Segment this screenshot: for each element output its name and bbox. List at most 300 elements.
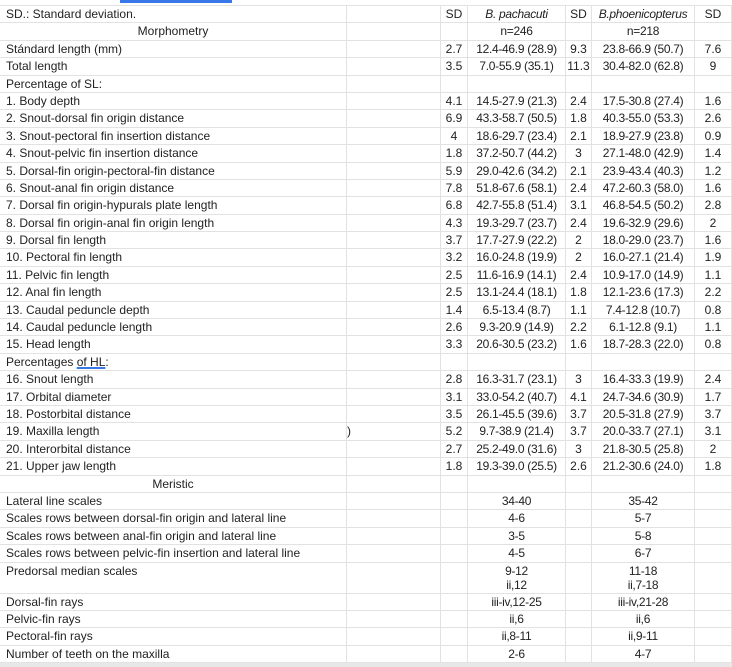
- range-pachacuti[interactable]: 13.1-24.4 (18.1): [468, 284, 566, 300]
- range-pachacuti[interactable]: 51.8-67.6 (58.1): [468, 180, 566, 196]
- measurement-label[interactable]: 1. Body depth: [0, 93, 347, 109]
- empty-cell[interactable]: [441, 528, 468, 544]
- empty-cell[interactable]: [347, 510, 441, 526]
- range-phoenicopterus[interactable]: 27.1-48.0 (42.9): [592, 145, 695, 161]
- empty-cell[interactable]: [347, 110, 441, 126]
- measurement-label[interactable]: Total length: [0, 58, 347, 74]
- sd-value-3[interactable]: 7.6: [695, 41, 732, 57]
- empty-cell[interactable]: [566, 476, 592, 492]
- measurement-label[interactable]: 16. Snout length: [0, 371, 347, 387]
- empty-cell[interactable]: [566, 510, 592, 526]
- sd-value-3[interactable]: 1.6: [695, 232, 732, 248]
- empty-cell[interactable]: [347, 646, 441, 662]
- range-pachacuti[interactable]: 11.6-16.9 (14.1): [468, 267, 566, 283]
- sd-header-3[interactable]: SD: [695, 6, 732, 22]
- table-row: [0, 389, 732, 406]
- sd-value-2[interactable]: 3: [566, 371, 592, 387]
- count-phoenicopterus[interactable]: 5-7: [592, 510, 695, 526]
- sd-value-3[interactable]: 1.9: [695, 249, 732, 265]
- meristic-label[interactable]: Pelvic-fin rays: [0, 611, 347, 627]
- range-pachacuti[interactable]: 18.6-29.7 (23.4): [468, 128, 566, 144]
- measurement-label[interactable]: 4. Snout-pelvic fin insertion distance: [0, 145, 347, 161]
- table-row: [0, 197, 732, 214]
- sd-value-3[interactable]: 2.6: [695, 110, 732, 126]
- range-pachacuti[interactable]: 20.6-30.5 (23.2): [468, 336, 566, 352]
- sd-value-1[interactable]: 6.8: [441, 197, 468, 213]
- stray-char-cell[interactable]: ): [347, 423, 441, 439]
- empty-cell[interactable]: [347, 458, 441, 474]
- overprinted-value-text: ii,12: [506, 577, 527, 592]
- measurement-label[interactable]: 12. Anal fin length: [0, 284, 347, 300]
- range-phoenicopterus[interactable]: 23.8-66.9 (50.7): [592, 41, 695, 57]
- sd-value-2[interactable]: 2: [566, 232, 592, 248]
- empty-cell[interactable]: [441, 594, 468, 610]
- sd-value-2[interactable]: 3.7: [566, 406, 592, 422]
- sd-value-3[interactable]: 1.1: [695, 319, 732, 335]
- sd-value-3[interactable]: 9: [695, 58, 732, 74]
- sd-value-2[interactable]: 2.4: [566, 267, 592, 283]
- empty-cell[interactable]: [347, 545, 441, 561]
- sd-header-1[interactable]: SD: [441, 6, 468, 22]
- sd-value-3[interactable]: 1.1: [695, 267, 732, 283]
- sheet-bottom-border: [0, 663, 732, 667]
- empty-cell[interactable]: [347, 628, 441, 644]
- spellcheck-underlined-text: of HL: [76, 354, 106, 369]
- sd-value-1[interactable]: 4: [441, 128, 468, 144]
- meristic-label[interactable]: Number of teeth on the maxilla: [0, 646, 347, 662]
- sd-value-1[interactable]: 6.9: [441, 110, 468, 126]
- range-phoenicopterus[interactable]: 30.4-82.0 (62.8): [592, 58, 695, 74]
- two-value-text: [592, 563, 694, 592]
- sd-value-1[interactable]: 1.4: [441, 302, 468, 318]
- table-row: [0, 458, 732, 475]
- count-phoenicopterus[interactable]: ii,6: [592, 611, 695, 627]
- range-pachacuti[interactable]: 42.7-55.8 (51.4): [468, 197, 566, 213]
- sd-value-2[interactable]: 2.2: [566, 319, 592, 335]
- range-phoenicopterus[interactable]: 18.9-27.9 (23.8): [592, 128, 695, 144]
- empty-cell[interactable]: [441, 476, 468, 492]
- count-pachacuti[interactable]: [468, 563, 566, 593]
- empty-cell[interactable]: [441, 510, 468, 526]
- count-pachacuti[interactable]: iii-iv,12-25: [468, 594, 566, 610]
- empty-cell[interactable]: [347, 197, 441, 213]
- sd-value-1[interactable]: 4.1: [441, 93, 468, 109]
- sd-value-3[interactable]: 1.4: [695, 145, 732, 161]
- sd-value-3[interactable]: 2.4: [695, 371, 732, 387]
- count-phoenicopterus[interactable]: ii,9-11: [592, 628, 695, 644]
- count-phoenicopterus[interactable]: iii-iv,21-28: [592, 594, 695, 610]
- empty-cell[interactable]: [695, 493, 732, 509]
- sd-value-3[interactable]: 0.9: [695, 128, 732, 144]
- measurement-label[interactable]: 6. Snout-anal fin origin distance: [0, 180, 347, 196]
- empty-cell[interactable]: [347, 594, 441, 610]
- empty-cell[interactable]: [347, 249, 441, 265]
- table-row: [0, 128, 732, 145]
- species-header-phoenicopterus[interactable]: B.phoenicopterus: [592, 6, 695, 22]
- range-pachacuti[interactable]: 29.0-42.6 (34.2): [468, 163, 566, 179]
- measurement-label[interactable]: 15. Head length: [0, 336, 347, 352]
- measurement-label[interactable]: [0, 354, 347, 370]
- table-row: [0, 267, 732, 284]
- cell-selection-highlight[interactable]: [120, 0, 232, 3]
- table-row: [0, 371, 732, 388]
- empty-cell[interactable]: [347, 371, 441, 387]
- table-row: [0, 510, 732, 527]
- empty-cell[interactable]: [441, 493, 468, 509]
- table-row: [0, 302, 732, 319]
- range-phoenicopterus[interactable]: 46.8-54.5 (50.2): [592, 197, 695, 213]
- measurement-label[interactable]: 21. Upper jaw length: [0, 458, 347, 474]
- measurement-label[interactable]: 5. Dorsal-fin origin-pectoral-fin distance: [0, 163, 347, 179]
- empty-cell[interactable]: [592, 476, 695, 492]
- empty-cell[interactable]: [566, 563, 592, 593]
- measurement-label[interactable]: Percentage of SL:: [0, 76, 347, 92]
- meristic-title-row: [0, 476, 732, 493]
- sd-value-2[interactable]: 1.8: [566, 284, 592, 300]
- sd-value-2[interactable]: 2: [566, 249, 592, 265]
- sd-value-2[interactable]: 2.4: [566, 180, 592, 196]
- table-row: [0, 163, 732, 180]
- measurement-label[interactable]: 20. Interorbital distance: [0, 441, 347, 457]
- sd-value-2[interactable]: 2.1: [566, 128, 592, 144]
- meristic-label[interactable]: Predorsal median scales: [0, 563, 347, 593]
- table-row: [0, 594, 732, 611]
- sd-value-3[interactable]: 3.7: [695, 406, 732, 422]
- empty-cell[interactable]: [347, 441, 441, 457]
- range-phoenicopterus[interactable]: 47.2-60.3 (58.0): [592, 180, 695, 196]
- count-pachacuti[interactable]: ii,8-11: [468, 628, 566, 644]
- sd-value-3[interactable]: 1.2: [695, 163, 732, 179]
- sample-size-pachacuti[interactable]: n=246: [468, 23, 566, 39]
- table-row: [0, 423, 732, 440]
- sd-value-2[interactable]: [566, 76, 592, 92]
- empty-cell[interactable]: [347, 93, 441, 109]
- range-phoenicopterus[interactable]: 40.3-55.0 (53.3): [592, 110, 695, 126]
- range-phoenicopterus[interactable]: 17.5-30.8 (27.4): [592, 93, 695, 109]
- empty-cell[interactable]: [566, 594, 592, 610]
- table-row: [0, 145, 732, 162]
- count-pachacuti[interactable]: 34-40: [468, 493, 566, 509]
- count-phoenicopterus[interactable]: [592, 563, 695, 593]
- sd-value-1[interactable]: 2.6: [441, 319, 468, 335]
- empty-cell[interactable]: [347, 611, 441, 627]
- header-row: [0, 6, 732, 23]
- overprinted-value-text: ii,7-18: [627, 577, 659, 592]
- range-pachacuti[interactable]: 19.3-39.0 (25.5): [468, 458, 566, 474]
- range-pachacuti[interactable]: 16.0-24.8 (19.9): [468, 249, 566, 265]
- empty-cell[interactable]: [566, 646, 592, 662]
- empty-cell[interactable]: [695, 611, 732, 627]
- count-phoenicopterus[interactable]: 4-7: [592, 646, 695, 662]
- range-phoenicopterus[interactable]: 20.5-31.8 (27.9): [592, 406, 695, 422]
- measurement-label[interactable]: 8. Dorsal fin origin-anal fin origin length: [0, 215, 347, 231]
- table-row: [0, 628, 732, 645]
- range-pachacuti[interactable]: 26.1-45.5 (39.6): [468, 406, 566, 422]
- sd-value-2[interactable]: 11.3: [566, 58, 592, 74]
- sd-value-3[interactable]: 0.8: [695, 336, 732, 352]
- empty-cell[interactable]: [347, 284, 441, 300]
- empty-cell[interactable]: [695, 563, 732, 593]
- value-text: 11-18: [628, 563, 658, 578]
- sd-value-2[interactable]: 9.3: [566, 41, 592, 57]
- table-row: [0, 406, 732, 423]
- empty-cell[interactable]: [347, 76, 441, 92]
- sd-value-3[interactable]: 1.6: [695, 180, 732, 196]
- sd-value-1[interactable]: 3.1: [441, 389, 468, 405]
- count-pachacuti[interactable]: 4-5: [468, 545, 566, 561]
- table-row: [0, 284, 732, 301]
- range-phoenicopterus[interactable]: 18.0-29.0 (23.7): [592, 232, 695, 248]
- range-pachacuti[interactable]: 9.3-20.9 (14.9): [468, 319, 566, 335]
- count-phoenicopterus[interactable]: 35-42: [592, 493, 695, 509]
- empty-cell[interactable]: [695, 628, 732, 644]
- sd-value-3[interactable]: 2: [695, 441, 732, 457]
- range-phoenicopterus[interactable]: 21.2-30.6 (24.0): [592, 458, 695, 474]
- empty-cell[interactable]: [441, 611, 468, 627]
- sd-value-3[interactable]: 2: [695, 215, 732, 231]
- range-pachacuti[interactable]: 9.7-38.9 (21.4): [468, 423, 566, 439]
- empty-cell[interactable]: [695, 476, 732, 492]
- sd-value-1[interactable]: 4.3: [441, 215, 468, 231]
- value-text: 9-12: [505, 563, 528, 578]
- morphometry-row: [0, 23, 732, 40]
- sd-value-2[interactable]: 3: [566, 441, 592, 457]
- range-phoenicopterus[interactable]: 21.8-30.5 (25.8): [592, 441, 695, 457]
- empty-cell[interactable]: [695, 646, 732, 662]
- measurement-label[interactable]: 3. Snout-pectoral fin insertion distance: [0, 128, 347, 144]
- empty-cell[interactable]: [695, 528, 732, 544]
- range-phoenicopterus[interactable]: 12.1-23.6 (17.3): [592, 284, 695, 300]
- table-row: [0, 180, 732, 197]
- empty-cell[interactable]: [347, 23, 441, 39]
- sd-value-1[interactable]: 7.8: [441, 180, 468, 196]
- sd-value-2[interactable]: 1.8: [566, 110, 592, 126]
- measurement-label[interactable]: 9. Dorsal fin length: [0, 232, 347, 248]
- range-phoenicopterus[interactable]: 18.7-28.3 (22.0): [592, 336, 695, 352]
- measurement-label[interactable]: 10. Pectoral fin length: [0, 249, 347, 265]
- range-phoenicopterus[interactable]: [592, 354, 695, 370]
- sd-value-2[interactable]: 3: [566, 145, 592, 161]
- range-pachacuti[interactable]: 25.2-49.0 (31.6): [468, 441, 566, 457]
- count-phoenicopterus[interactable]: 6-7: [592, 545, 695, 561]
- sd-value-2[interactable]: 2.4: [566, 93, 592, 109]
- sd-value-2[interactable]: 2.4: [566, 215, 592, 231]
- empty-cell[interactable]: [347, 41, 441, 57]
- empty-cell[interactable]: [441, 628, 468, 644]
- sd-value-1[interactable]: 3.5: [441, 58, 468, 74]
- sd-value-2[interactable]: 2.1: [566, 163, 592, 179]
- measurement-label[interactable]: 14. Caudal peduncle length: [0, 319, 347, 335]
- sd-value-3[interactable]: 0.8: [695, 302, 732, 318]
- empty-cell[interactable]: [566, 628, 592, 644]
- empty-cell[interactable]: [695, 545, 732, 561]
- table-row: [0, 528, 732, 545]
- count-phoenicopterus[interactable]: 5-8: [592, 528, 695, 544]
- sd-value-2[interactable]: 2.6: [566, 458, 592, 474]
- empty-cell[interactable]: [347, 180, 441, 196]
- empty-cell[interactable]: [347, 128, 441, 144]
- empty-cell[interactable]: [695, 23, 732, 39]
- sd-value-1[interactable]: 1.8: [441, 145, 468, 161]
- sd-header-2[interactable]: SD: [566, 6, 592, 22]
- empty-cell[interactable]: [441, 23, 468, 39]
- empty-cell[interactable]: [441, 646, 468, 662]
- range-pachacuti[interactable]: 37.2-50.7 (44.2): [468, 145, 566, 161]
- sd-value-1[interactable]: [441, 76, 468, 92]
- empty-cell[interactable]: [347, 389, 441, 405]
- range-pachacuti[interactable]: 19.3-29.7 (23.7): [468, 215, 566, 231]
- range-pachacuti[interactable]: 33.0-54.2 (40.7): [468, 389, 566, 405]
- count-pachacuti[interactable]: ii,6: [468, 611, 566, 627]
- meristic-label[interactable]: Dorsal-fin rays: [0, 594, 347, 610]
- empty-cell[interactable]: [468, 476, 566, 492]
- range-pachacuti[interactable]: 6.5-13.4 (8.7): [468, 302, 566, 318]
- table-row: [0, 232, 732, 249]
- range-phoenicopterus[interactable]: 16.4-33.3 (19.9): [592, 371, 695, 387]
- table-row: [0, 58, 732, 75]
- empty-cell[interactable]: [441, 545, 468, 561]
- range-phoenicopterus[interactable]: 16.0-27.1 (21.4): [592, 249, 695, 265]
- table-row: [0, 249, 732, 266]
- table-row: [0, 441, 732, 458]
- sd-value-1[interactable]: 3.7: [441, 232, 468, 248]
- measurement-label[interactable]: 11. Pelvic fin length: [0, 267, 347, 283]
- meristic-label[interactable]: Lateral line scales: [0, 493, 347, 509]
- empty-cell[interactable]: [347, 528, 441, 544]
- table-row: [0, 76, 732, 93]
- empty-cell[interactable]: [347, 336, 441, 352]
- note-cell[interactable]: SD.: Standard deviation.: [0, 6, 347, 22]
- sd-value-1[interactable]: 2.5: [441, 267, 468, 283]
- empty-cell[interactable]: [347, 145, 441, 161]
- range-pachacuti[interactable]: [468, 76, 566, 92]
- empty-cell[interactable]: [347, 354, 441, 370]
- measurement-label[interactable]: 2. Snout-dorsal fin origin distance: [0, 110, 347, 126]
- sd-value-2[interactable]: 4.1: [566, 389, 592, 405]
- range-pachacuti[interactable]: 12.4-46.9 (28.9): [468, 41, 566, 57]
- sd-value-2[interactable]: 3.1: [566, 197, 592, 213]
- empty-cell[interactable]: [347, 163, 441, 179]
- range-pachacuti[interactable]: 7.0-55.9 (35.1): [468, 58, 566, 74]
- sd-value-3[interactable]: 2.8: [695, 197, 732, 213]
- empty-cell[interactable]: [347, 319, 441, 335]
- range-phoenicopterus[interactable]: 10.9-17.0 (14.9): [592, 267, 695, 283]
- range-pachacuti[interactable]: [468, 354, 566, 370]
- range-phoenicopterus[interactable]: 23.9-43.4 (40.3): [592, 163, 695, 179]
- range-phoenicopterus[interactable]: 7.4-12.8 (10.7): [592, 302, 695, 318]
- measurement-label[interactable]: Stándard length (mm): [0, 41, 347, 57]
- sd-value-3[interactable]: 3.1: [695, 423, 732, 439]
- empty-cell[interactable]: [347, 58, 441, 74]
- label-text: Percentages: [6, 354, 77, 369]
- empty-cell[interactable]: [347, 563, 441, 593]
- sd-value-1[interactable]: 3.3: [441, 336, 468, 352]
- empty-cell[interactable]: [441, 563, 468, 593]
- sd-value-1[interactable]: 3.2: [441, 249, 468, 265]
- sd-value-1[interactable]: 1.8: [441, 458, 468, 474]
- empty-cell[interactable]: [566, 528, 592, 544]
- sd-value-1[interactable]: [441, 354, 468, 370]
- range-phoenicopterus[interactable]: 24.7-34.6 (30.9): [592, 389, 695, 405]
- empty-cell[interactable]: [347, 302, 441, 318]
- empty-cell[interactable]: [566, 23, 592, 39]
- range-pachacuti[interactable]: 43.3-58.7 (50.5): [468, 110, 566, 126]
- measurement-label[interactable]: 19. Maxilla length: [0, 423, 347, 439]
- sd-value-3[interactable]: 1.7: [695, 389, 732, 405]
- sd-value-1[interactable]: 5.9: [441, 163, 468, 179]
- section-title-meristic[interactable]: Meristic: [0, 476, 347, 492]
- empty-cell[interactable]: [347, 406, 441, 422]
- meristic-label[interactable]: Scales rows between dorsal-fin origin and lateral line: [0, 510, 347, 526]
- empty-cell[interactable]: [695, 594, 732, 610]
- sd-value-1[interactable]: 2.7: [441, 441, 468, 457]
- range-pachacuti[interactable]: 16.3-31.7 (23.1): [468, 371, 566, 387]
- measurement-label[interactable]: 17. Orbital diameter: [0, 389, 347, 405]
- empty-cell[interactable]: [347, 215, 441, 231]
- table-row: [0, 493, 732, 510]
- sd-value-3[interactable]: 1.8: [695, 458, 732, 474]
- empty-cell[interactable]: [347, 476, 441, 492]
- sd-value-2[interactable]: 1.6: [566, 336, 592, 352]
- sd-value-3[interactable]: 1.6: [695, 93, 732, 109]
- table-row: [0, 110, 732, 127]
- empty-cell[interactable]: [347, 493, 441, 509]
- sd-value-1[interactable]: 2.5: [441, 284, 468, 300]
- range-phoenicopterus[interactable]: 6.1-12.8 (9.1): [592, 319, 695, 335]
- sd-value-2[interactable]: [566, 354, 592, 370]
- measurement-label[interactable]: 7. Dorsal fin origin-hypurals plate length: [0, 197, 347, 213]
- count-pachacuti[interactable]: 2-6: [468, 646, 566, 662]
- sd-value-2[interactable]: 1.1: [566, 302, 592, 318]
- empty-cell[interactable]: [566, 611, 592, 627]
- species-header-pachacuti[interactable]: B. pachacuti: [468, 6, 566, 22]
- measurement-label[interactable]: 13. Caudal peduncle depth: [0, 302, 347, 318]
- range-phoenicopterus[interactable]: [592, 76, 695, 92]
- table-row: [0, 93, 732, 110]
- range-pachacuti[interactable]: 17.7-27.9 (22.2): [468, 232, 566, 248]
- section-title-morphometry[interactable]: Morphometry: [0, 23, 347, 39]
- sd-value-1[interactable]: 2.8: [441, 371, 468, 387]
- meristic-label[interactable]: Scales rows between pelvic-fin insertion and lateral line: [0, 545, 347, 561]
- sd-value-3[interactable]: [695, 76, 732, 92]
- table-row: [0, 611, 732, 628]
- range-phoenicopterus[interactable]: 19.6-32.9 (29.6): [592, 215, 695, 231]
- range-phoenicopterus[interactable]: 20.0-33.7 (27.1): [592, 423, 695, 439]
- table-row: [0, 545, 732, 562]
- sd-value-1[interactable]: 2.7: [441, 41, 468, 57]
- sd-value-2[interactable]: 3.7: [566, 423, 592, 439]
- empty-cell[interactable]: [347, 232, 441, 248]
- empty-cell[interactable]: [695, 510, 732, 526]
- sd-value-1[interactable]: 5.2: [441, 423, 468, 439]
- sample-size-phoenicopterus[interactable]: n=218: [592, 23, 695, 39]
- meristic-label[interactable]: Pectoral-fin rays: [0, 628, 347, 644]
- sd-value-3[interactable]: 2.2: [695, 284, 732, 300]
- table-row: [0, 215, 732, 232]
- empty-cell[interactable]: [347, 6, 441, 22]
- sd-value-3[interactable]: [695, 354, 732, 370]
- range-pachacuti[interactable]: 14.5-27.9 (21.3): [468, 93, 566, 109]
- sd-value-1[interactable]: 3.5: [441, 406, 468, 422]
- meristic-label[interactable]: Scales rows between anal-fin origin and lateral line: [0, 528, 347, 544]
- count-pachacuti[interactable]: 3-5: [468, 528, 566, 544]
- empty-cell[interactable]: [566, 493, 592, 509]
- empty-cell[interactable]: [566, 545, 592, 561]
- count-pachacuti[interactable]: 4-6: [468, 510, 566, 526]
- label-text: :: [105, 354, 109, 369]
- empty-cell[interactable]: [347, 267, 441, 283]
- measurement-label[interactable]: 18. Postorbital distance: [0, 406, 347, 422]
